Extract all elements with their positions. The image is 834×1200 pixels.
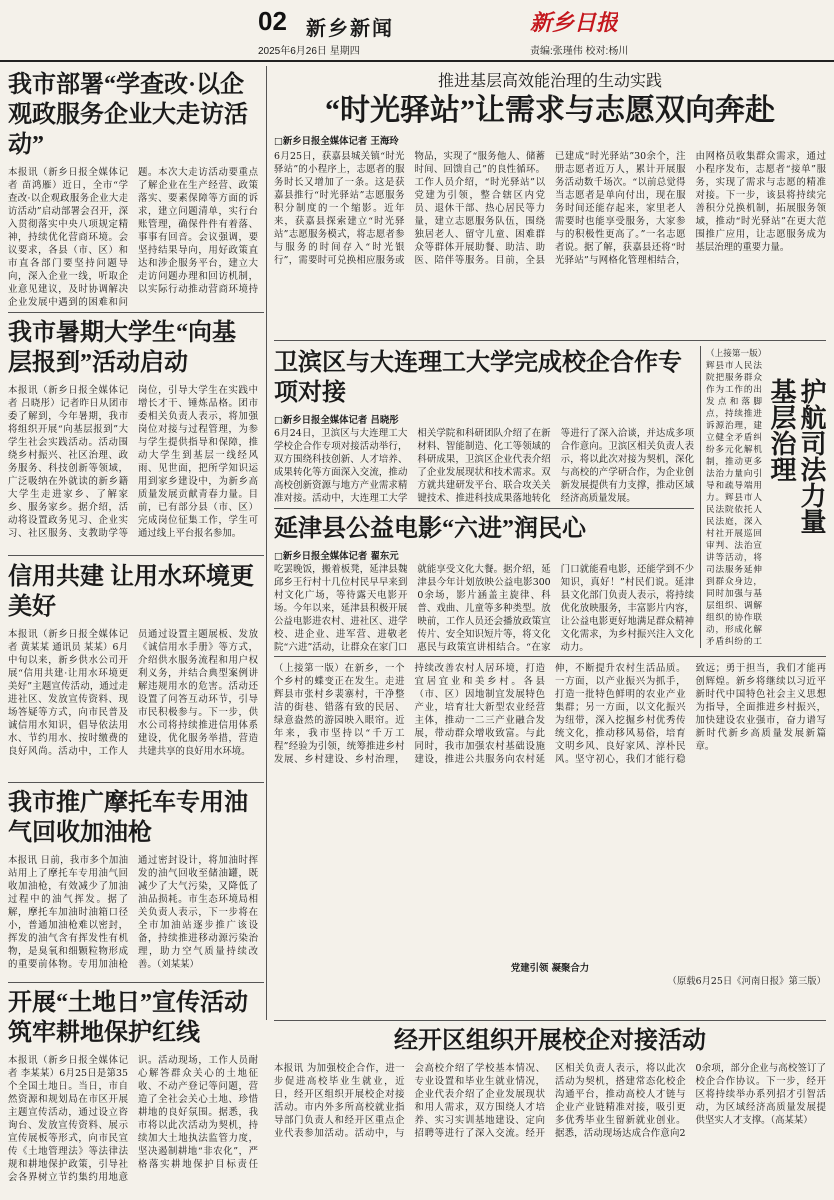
article-5-body: 本报讯（新乡日报全媒体记者 李某某）6月25日是第35个全国土地日。当日，市自然资源和规划局在市区开展主题宣传活动，通过设立咨询台、发放宣传资料、展示宣传展板等形式，向市民宣传《土地管理法》等法律法规和耕地保护政策，引导社会各界树立节约集约用地意识。活动现场，工作人员耐心解答群众关心的土地征收、不动产登记等问题，营造了全社会关心土地、珍惜耕地的良好氛围。据悉，我市将以此次活动为契机，持续加大土地执法监管力度，坚决遏制耕地“非农化”，严格落实耕地保护目标责任	[8, 1055, 258, 1183]
article-5-title: 开展“土地日”宣传活动 筑牢耕地保护红线	[8, 990, 248, 1046]
article-10-body: （上接第一版）在新乡，一个个乡村的蝶变正在发生。走进辉县市张村乡裴寨村，干净整洁的街巷、错落有致的民居、绿意盎然的游园映入眼帘。近年来，我市坚持以“千万工程”经验为引领，统筹推进乡村发展、乡村建设、乡村治理，持续改善农村人居环境，打造宜居宜业和美乡村。各县（市、区）因地制宜发展特色产业，培育壮大新型农业经营主体，推动一二三产业融合发展，带动群众增收致富。与此同时，我市加强农村基础设施建设，推进公共服务向农村延伸，不断提升农村生活品质。一方面，以产业振兴为抓手，打造一批特色鲜明的农业产业集群；另一方面，以文化振兴为纽带，深入挖掘乡村优秀传统文化，推动移风易俗，培育文明乡风、良好家风、淳朴民风。坚守初心，我们才能行稳致远；勇于担当，我们才能再创辉煌。新乡将继续以习近平新时代中国特色社会主义思想为指导，全面推进乡村振兴，加快建设农业强市，奋力谱写新时代新乡高质量发展新篇章。	[274, 663, 826, 765]
article-9	[706, 348, 826, 648]
article-3-body: 本报讯（新乡日报全媒体记者 黄某某 通讯员 某某）6月中旬以来，新乡供水公司开展“信用共建·让用水环境更美好”主题宣传活动，通过走进社区、发放宣传资料、现场答疑等方式，向市民普及诚信用水知识，倡导依法用水、节约用水、按时缴费的良好风尚。活动中，工作人员通过设置主题展板、发放《诚信用水手册》等方式，介绍供水服务流程和用户权利义务，并结合典型案例讲解违规用水的危害。活动还设置了问答互动环节，引导市民积极参与。下一步，供水公司将持续推进信用体系建设，优化服务举措，营造共建共享的良好用水环境。	[8, 629, 258, 757]
article-6-title: “时光驿站”让需求与志愿双向奔赴	[325, 94, 775, 127]
divider	[274, 508, 694, 509]
divider	[8, 782, 264, 783]
article-8-body: 吃罢晚饭，搬着板凳，延津县魏邱乡王行村十几位村民早早来到村文化广场，等待露天电影开场。今年以来，延津县积极开展公益电影进农村、进社区、进学校、进企业、进军营、进敬老院“六进”活动，让群众在家门口就能享受文化大餐。据介绍，延津县今年计划放映公益电影3000余场，影片涵盖主旋律、科普、戏曲、儿童等多种类型。放映前，工作人员还会播放政策宣传片、安全知识短片等，将文化惠民与政策宣讲相结合。“在家门口就能看电影，还能学到不少知识，真好！”村民们说。延津县文化部门负责人表示，将持续优化放映服务，丰富影片内容，让公益电影更好地满足群众精神文化需求，为乡村振兴注入文化动力。	[274, 564, 694, 653]
masthead	[0, 0, 834, 62]
article-11-title: 经开区组织开展校企对接活动	[394, 1028, 706, 1054]
column-divider	[266, 66, 267, 1020]
masthead-rule	[0, 60, 834, 62]
divider	[274, 1020, 826, 1021]
article-7	[274, 348, 694, 517]
article-6	[274, 68, 826, 332]
date-line: 2025年6月26日 星期四	[258, 46, 360, 57]
article-1-body: 本报讯（新乡日报全媒体记者 苗鸿雁）近日，全市“学查改·以企观政服务企业大走访活动”启动部署会召开，深入贯彻落实中央八项规定精神，持续优化营商环境。会议要求，各县（市、区）和市直各部门要坚持问题导向，深入企业一线，听取企业意见建议，及时协调解决企业发展中遇到的困难和问题。本次大走访活动要重点了解企业在生产经营、政策落实、要素保障等方面的诉求，建立问题清单，实行台账管理，确保件件有着落、事事有回音。会议强调，要坚持结果导向，用好政策直达和涉企服务平台，建立大走访问题办理和回访机制，以实际行动推动营商环境持	[8, 167, 258, 308]
article-6-byline: □新乡日报全媒体记者 王海玲	[274, 136, 399, 147]
article-2	[8, 318, 258, 552]
newspaper-logo: 新乡日报	[530, 10, 619, 35]
page-number: 02	[258, 6, 287, 36]
article-8	[274, 514, 694, 675]
divider	[8, 982, 264, 983]
divider	[274, 340, 826, 341]
article-10-subhead: 党建引领 凝聚合力	[510, 963, 590, 974]
article-7-body: 6月24日，卫滨区与大连理工大学校企合作专项对接活动举行，双方围绕科技创新、人才培养、成果转化等方面深入交流，推动高校创新资源与地方产业需求精准对接。活动中，大连理工大学相关学院和科研团队介绍了在新材料、智能制造、化工等领域的科研成果，卫滨区企业代表介绍了企业发展现状和技术需求。双方就共建研发平台、联合攻关关键技术、推进科技成果落地转化等进行了深入洽谈，并达成多项合作意向。卫滨区相关负责人表示，将以此次对接为契机，深化与高校的产学研合作，为企业创新发展提供有力支撑，推动区域经济高质量发展。	[274, 428, 694, 504]
article-9-title: 护航司法力量 基层治理	[767, 378, 826, 534]
article-2-body: 本报讯（新乡日报全媒体记者 吕晓彤）记者昨日从团市委了解到，今年暑期，我市将组织开展“向基层报到”大学生社会实践活动。活动围绕乡村振兴、社区治理、政务服务、科技创新等领域，广泛吸纳在外就读的新乡籍大学生走进家乡、了解家乡、服务家乡。据介绍，活动将设置政务见习、企业实习、社区服务、支教助学等岗位，引导大学生在实践中增长才干、锤炼品格。团市委相关负责人表示，将加强岗位对接与过程管理，为参与学生提供指导和保障，推动大学生到基层一线经风雨、见世面，把所学知识运用到家乡建设中，为新乡高质量发展贡献青春力量。目前，已有部分县（市、区）完成岗位征集工作，学生可通过线上平台报名参加。	[8, 385, 258, 539]
editor-line: 责编:张瑾伟 校对:杨川	[530, 46, 629, 57]
article-8-title: 延津县公益电影“六进”润民心	[274, 516, 586, 542]
divider	[274, 656, 826, 657]
article-3-title: 信用共建 让用水环境更美好	[8, 564, 254, 620]
article-6-body: 6月25日，获嘉县城关镇“时光驿站”的小程序上，志愿者的服务时长又增加了一条。这是获嘉县推行“时光驿站”志愿服务积分制度的一个缩影。近年来，获嘉县探索建立“时光驿站”志愿服务模式，将志愿者参与服务的时间存入“时光银行”，需要时可兑换相应服务或物品，实现了“服务他人、储蓄时间、回馈自己”的良性循环。工作人员介绍，“时光驿站”以党建为引领，整合辖区内党员、退休干部、热心居民等力量，建立志愿服务队伍，围绕独居老人、留守儿童、困难群众等群体开展助餐、助洁、助医、陪伴等服务。目前，全县已建成“时光驿站”30余个，注册志愿者近万人，累计开展服务活动数千场次。“以前总觉得当志愿者是单向付出，现在服务时间还能存起来，家里老人需要时也能享受服务，大家参与的积极性更高了。”一名志愿者说。据了解，获嘉县还将“时光驿站”与网格化管理相结合，由网格员收集群众需求，通过小程序发布，志愿者“接单”服务，实现了需求与志愿的精准对接。下一步，该县将持续完善积分兑换机制，拓展服务领域，推动“时光驿站”在更大范围推广应用，让志愿服务成为基层治理的重要力量。	[274, 151, 826, 266]
article-1	[8, 70, 258, 316]
article-7-title: 卫滨区与大连理工大学完成校企合作专项对接	[274, 350, 682, 406]
divider	[8, 312, 264, 313]
article-6-kicker: 推进基层高效能治理的生动实践	[437, 73, 662, 90]
section-name: 新乡新闻	[306, 18, 394, 40]
article-1-title: 我市部署“学查改·以企观政服务企业大走访活动”	[8, 72, 248, 158]
article-11-body: 本报讯 为加强校企合作，进一步促进高校毕业生就业，近日，经开区组织开展校企对接活动。市内外多所高校就业指导部门负责人和经开区重点企业代表参加活动。活动中，与会高校介绍了学校基本情况、专业设置和毕业生就业情况，企业代表介绍了企业发展现状和用人需求，双方围绕人才培养、实习实训基地建设、定向招聘等进行了深入交流。经开区相关负责人表示，将以此次活动为契机，搭建常态化校企沟通平台，推动高校人才链与企业产业链精准对接，吸引更多优秀毕业生留新就业创业。据悉，活动现场达成合作意向20余项，部分企业与高校签订了校企合作协议。下一步，经开区将持续举办系列招才引智活动，为区域经济高质量发展提供坚实人才支撑。（高某某）	[274, 1063, 826, 1139]
article-8-byline: □新乡日报全媒体记者 翟东元	[274, 551, 399, 562]
article-11	[274, 1026, 826, 1190]
column-divider	[700, 346, 701, 648]
article-4	[8, 788, 258, 984]
article-5	[8, 988, 258, 1194]
article-2-title: 我市暑期大学生“向基层报到”活动启动	[8, 320, 236, 376]
divider	[8, 555, 264, 556]
article-3	[8, 562, 258, 780]
article-9-body: （上接第一版）辉县市人民法院把服务群众作为工作的出发点和落脚点，持续推进诉源治理，建立健全矛盾纠纷多元化解机制，推动更多法治力量向引导和疏导端用力。辉县市人民法院依托人民法庭，深入村社开展巡回审判、法治宣讲等活动，将司法服务延伸到群众身边，同时加强与基层组织、调解组织的协作联动，形成化解矛盾纠纷的工	[706, 349, 762, 647]
article-7-byline: □新乡日报全媒体记者 吕晓彤	[274, 415, 399, 426]
article-4-title: 我市推广摩托车专用油气回收加油枪	[8, 790, 248, 846]
article-4-body: 本报讯 日前，我市多个加油站用上了摩托车专用油气回收加油枪，有效减少了加油过程中的油气挥发。据了解，摩托车加油时油箱口径小，普通加油枪难以密封，挥发的油气含有挥发性有机物，是臭氧和细颗粒物形成的重要前体物。专用加油枪通过密封设计，将加油时挥发的油气回收至储油罐，既减少了大气污染，又降低了油品损耗。市生态环境局相关负责人表示，下一步将在全市加油站逐步推广该设备，持续推进移动源污染治理，助力空气质量持续改善。（刘某某）	[8, 855, 258, 970]
article-10-source: （原载6月25日《河南日报》第三版）	[667, 976, 826, 987]
article-10	[274, 662, 826, 988]
